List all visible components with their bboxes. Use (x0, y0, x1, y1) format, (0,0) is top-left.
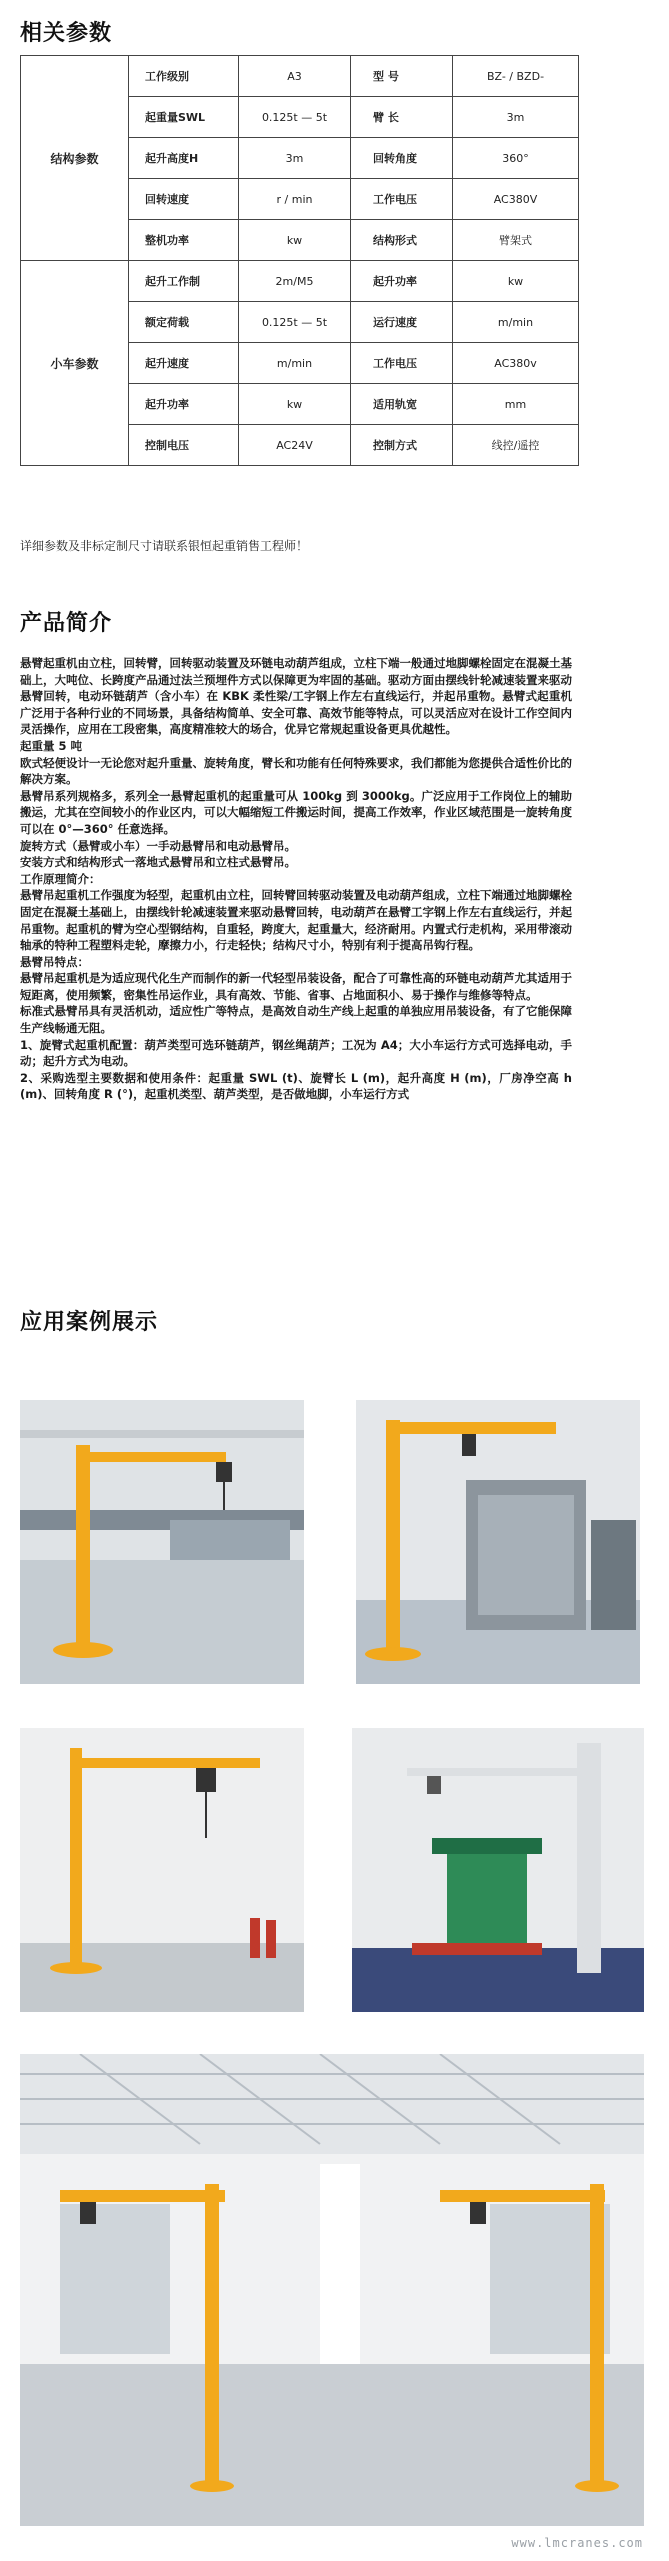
spec-label: 起升速度 (129, 343, 239, 384)
spec-label: 型 号 (351, 56, 453, 97)
spec-label: 起升高度H (129, 138, 239, 179)
spec-table (20, 55, 579, 466)
intro-paragraph: 悬臂吊起重机工作强度为轻型，起重机由立柱，回转臂回转驱动装置及电动葫芦组成，立柱下端通过地脚螺栓固定在混凝土基础上，由摆线针轮减速装置来驱动悬臂回转，电动葫芦在悬臂工字钢上作左右直线运行，并起吊重物。起重机的臂为空心型钢结构，自重轻，跨度大，起重量大，经济耐用。内置式行走机构，采用带滚动轴承的特种工程塑料走轮，摩擦力小，行走轻快；结构尺寸小，特别有利于提高吊钩行程。 (20, 888, 572, 953)
intro-paragraph: 1、旋臂式起重机配置：葫芦类型可选环链葫芦，钢丝绳葫芦；工况为 A4；大小车运行方式可选择电动，手动；起升方式为电动。 (20, 1037, 572, 1069)
intro-paragraph: 标准式悬臂吊具有灵活机动，适应性广等特点，是高效自动生产线上起重的单独应用吊装设备，有了它能保障生产线畅通无阻。 (20, 1004, 572, 1036)
spec-value: BZ- / BZD- (453, 56, 579, 97)
params-section-title: 相关参数 (20, 21, 113, 46)
spec-label: 臂 长 (351, 97, 453, 138)
spec-label: 整机功率 (129, 220, 239, 261)
photo-jib-crane-factory-floor (20, 1400, 304, 1684)
spec-value: 360° (453, 138, 579, 179)
intro-paragraph: 欧式轻便设计一无论您对起升重量、旋转角度，臂长和功能有任何特殊要求，我们都能为您提供合适性价比的解决方案。 (20, 755, 572, 787)
intro-section-title: 产品简介 (20, 611, 113, 636)
spec-value: m/min (453, 302, 579, 343)
table-row (21, 56, 579, 97)
spec-value: 0.125t — 5t (239, 302, 351, 343)
spec-label: 回转速度 (129, 179, 239, 220)
spec-label: 起升工作制 (129, 261, 239, 302)
spec-value: A3 (239, 56, 351, 97)
site-watermark: www.lmcranes.com (511, 2536, 643, 2550)
spec-value: mm (453, 384, 579, 425)
intro-paragraph: 工作原理简介： (20, 871, 101, 886)
spec-note: 详细参数及非标定制尺寸请联系银恒起重销售工程师！ (20, 539, 309, 553)
photo-jib-crane-warehouse-left (20, 1728, 304, 2012)
structure-group-label: 结构参数 (21, 56, 129, 261)
spec-value: 线控/遥控 (453, 425, 579, 466)
spec-value: kw (239, 384, 351, 425)
spec-value: kw (453, 261, 579, 302)
intro-paragraph: 2、采购选型主要数据和使用条件：起重量 SWL (t)、旋臂长 L (m)，起升高度 H (m)，厂房净空高 h (m)、回转角度 R (°)，起重机类型、葫芦类型，是否做地脚，小车运行方式 (20, 1070, 572, 1102)
spec-value: 臂架式 (453, 220, 579, 261)
spec-label: 起升功率 (129, 384, 239, 425)
spec-value: 3m (453, 97, 579, 138)
intro-paragraph: 悬臂吊系列规格多，系列全一悬臂起重机的起重量可从 100kg 到 3000kg。广泛应用于工作岗位上的辅助搬运，尤其在空间较小的作业区内，可以大幅缩短工件搬运时间，提高工作效率，作业区域范围是一旋转角度可以在 0°—360° 任意选择。 (20, 788, 572, 836)
table-row (21, 261, 579, 302)
spec-label: 运行速度 (351, 302, 453, 343)
intro-paragraph: 旋转方式（悬臂或小车）一手动悬臂吊和电动悬臂吊。 (20, 838, 296, 853)
spec-value: m/min (239, 343, 351, 384)
spec-value: 2m/M5 (239, 261, 351, 302)
spec-value: AC380v (453, 343, 579, 384)
spec-value: AC24V (239, 425, 351, 466)
photo-jib-cranes-plant-hall (20, 2054, 644, 2526)
spec-label: 控制方式 (351, 425, 453, 466)
spec-value: 0.125t — 5t (239, 97, 351, 138)
spec-label: 适用轨宽 (351, 384, 453, 425)
spec-value: r / min (239, 179, 351, 220)
spec-value: kw (239, 220, 351, 261)
spec-label: 回转角度 (351, 138, 453, 179)
spec-label: 额定荷载 (129, 302, 239, 343)
spec-label: 工作电压 (351, 179, 453, 220)
intro-paragraph: 悬臂吊特点： (20, 954, 89, 969)
intro-paragraph: 悬臂吊起重机是为适应现代化生产而制作的新一代轻型吊装设备，配合了可靠性高的环链电动葫芦尤其适用于短距离，使用频繁，密集性吊运作业，具有高效、节能、省事、占地面积小、易于操作与维修等特点。 (20, 971, 572, 1002)
spec-label: 起升功率 (351, 261, 453, 302)
spec-label: 控制电压 (129, 425, 239, 466)
spec-value: AC380V (453, 179, 579, 220)
spec-value: 3m (239, 138, 351, 179)
spec-label: 工作电压 (351, 343, 453, 384)
spec-label: 结构形式 (351, 220, 453, 261)
photo-jib-crane-milling-machine (352, 1728, 644, 2012)
trolley-group-label: 小车参数 (21, 261, 129, 466)
spec-label: 工作级别 (129, 56, 239, 97)
intro-paragraph: 悬臂起重机由立柱，回转臂，回转驱动装置及环链电动葫芦组成，立柱下端一般通过地脚螺栓固定在混凝土基础上，大吨位、长跨度产品通过法兰预埋件方式以保障更为牢固的基础。驱动方面由摆线针轮减速装置来驱动悬臂回转，电动环链葫芦（含小车）在 KBK 柔性梁/工字钢上作左右直线运行，并起吊重物。悬臂式起重机广泛用于各种行业的不同场景，具备结构简单、安全可靠、高效节能等特点，可以灵活应对在设计工作空间内灵活操作，应用在工段密集，高度精准较大的场合，优异它常规起重设备更具优越性。 (20, 656, 572, 737)
intro-paragraph: 安装方式和结构形式一落地式悬臂吊和立柱式悬臂吊。 (20, 855, 296, 870)
intro-text (20, 655, 572, 1103)
cases-section-title: 应用案例展示 (20, 1310, 159, 1335)
intro-paragraph: 起重量 5 吨 (20, 738, 83, 753)
spec-label: 起重量SWL (129, 97, 239, 138)
photo-jib-crane-machine-station (356, 1400, 640, 1684)
